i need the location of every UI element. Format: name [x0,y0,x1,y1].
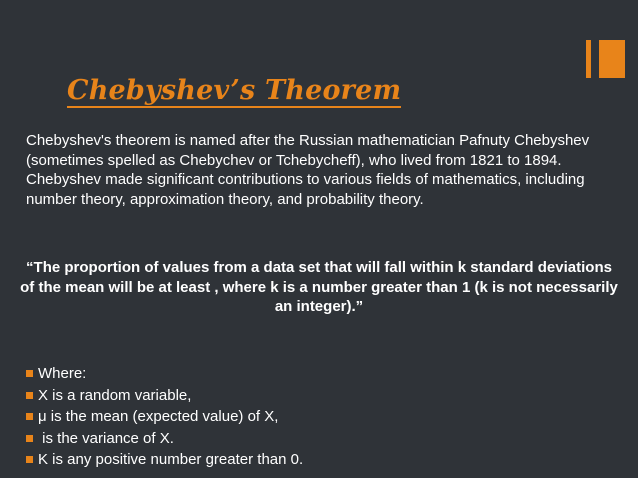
square-bullet-icon [26,413,33,420]
list-item [26,406,303,428]
square-bullet-icon [26,435,33,442]
accent-bar-thick [599,40,625,78]
list-item [26,428,303,450]
list-item-text: X is a random variable, [38,386,192,404]
list-item-text: K is any positive number greater than 0. [38,451,304,468]
list-item-text: Where: [38,365,87,382]
list-item-text: is the variance of X. [38,429,174,447]
list-item [26,449,303,471]
list-item [26,363,303,385]
list-item-text: μ is the mean (expected value) of X, [38,408,279,425]
square-bullet-icon [26,370,33,377]
square-bullet-icon [26,392,33,399]
definitions-list [26,363,303,471]
square-bullet-icon [26,456,33,463]
accent-bar-thin [586,40,591,78]
theorem-quote: “The proportion of values from a data set that will fall within k standard deviations of the mean will be at least , where k is a number greater than 1 (k is not necessarily an integer).” [20,259,618,316]
list-item [26,385,303,407]
intro-paragraph: Chebyshev's theorem is named after the Russian mathematician Pafnuty Chebyshev (sometimes spelled as Chebychev or Tchebycheff), who lived from 1821 to 1894. Chebyshev made significant contributions to various fields of mathematics, including number theory, approximation theory, and probability theory. [26,132,590,208]
slide-title: Chebyshev’s Theorem [67,75,402,106]
